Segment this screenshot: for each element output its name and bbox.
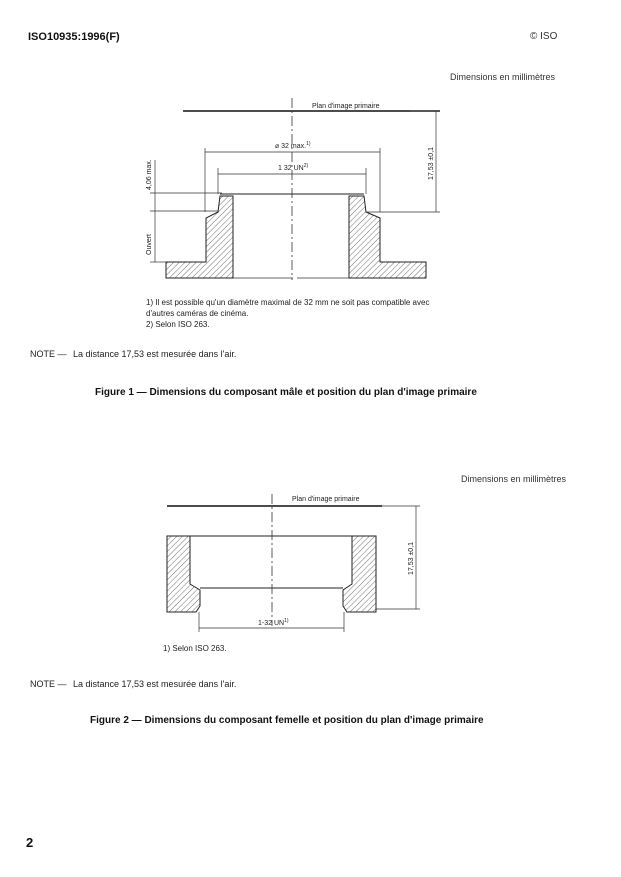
fig1-thread-value: 1 32 UN [278, 165, 304, 172]
fig2-note [30, 679, 236, 689]
fig1-footnote-1-cont: d'autres caméras de cinéma. [146, 309, 249, 318]
fig1-plane-label: Plan d'image primaire [312, 103, 380, 110]
fig1-dia-ref: 1) [306, 141, 311, 147]
fig2-footnote-1: 1) Selon ISO 263. [163, 644, 227, 653]
fig2-left-section [167, 536, 200, 612]
fig1-caption: Figure 1 — Dimensions du composant mâle et position du plan d'image primaire [95, 387, 477, 398]
fig1-dia-value: ⌀ 32 max. [275, 143, 307, 150]
fig2-plane-label: Plan d'image primaire [292, 496, 360, 503]
fig1-footnote-2: 2) Selon ISO 263. [146, 320, 210, 329]
fig1-footnote-1: 1) Il est possible qu'un diamètre maximal de 32 mm ne soit pas compatible avec [146, 298, 430, 307]
fig2-caption: Figure 2 — Dimensions du composant femelle et position du plan d'image primaire [90, 715, 484, 726]
page-number: 2 [26, 835, 34, 850]
fig1-thread-ref: 2) [303, 163, 309, 169]
fig1-note-text: La distance 17,53 est mesurée dans l'air. [73, 349, 237, 359]
fig1-dist-label: 17,53 ±0,1 [428, 146, 435, 180]
fig1-open-label: Ouvert [146, 233, 153, 255]
standard-number: ISO10935:1996(F) [28, 31, 120, 43]
fig2-thread-ref: 1) [284, 618, 289, 624]
fig2-units-note: Dimensions en millimètres [461, 474, 567, 484]
fig2-note-text: La distance 17,53 est mesurée dans l'air. [73, 679, 237, 689]
fig2-thread-value: 1-32 UN [258, 620, 285, 627]
fig2-thread-label [258, 618, 289, 627]
fig1-units-note: Dimensions en millimètres [450, 72, 556, 82]
fig1-height-label: 4,06 max. [146, 159, 153, 190]
copyright-mark: © ISO [530, 31, 558, 42]
fig1-note-label: NOTE — [30, 349, 67, 359]
fig2-right-section [343, 536, 376, 612]
fig2-dist-label: 17,53 ±0,1 [408, 541, 415, 575]
fig2-note-label: NOTE — [30, 679, 67, 689]
